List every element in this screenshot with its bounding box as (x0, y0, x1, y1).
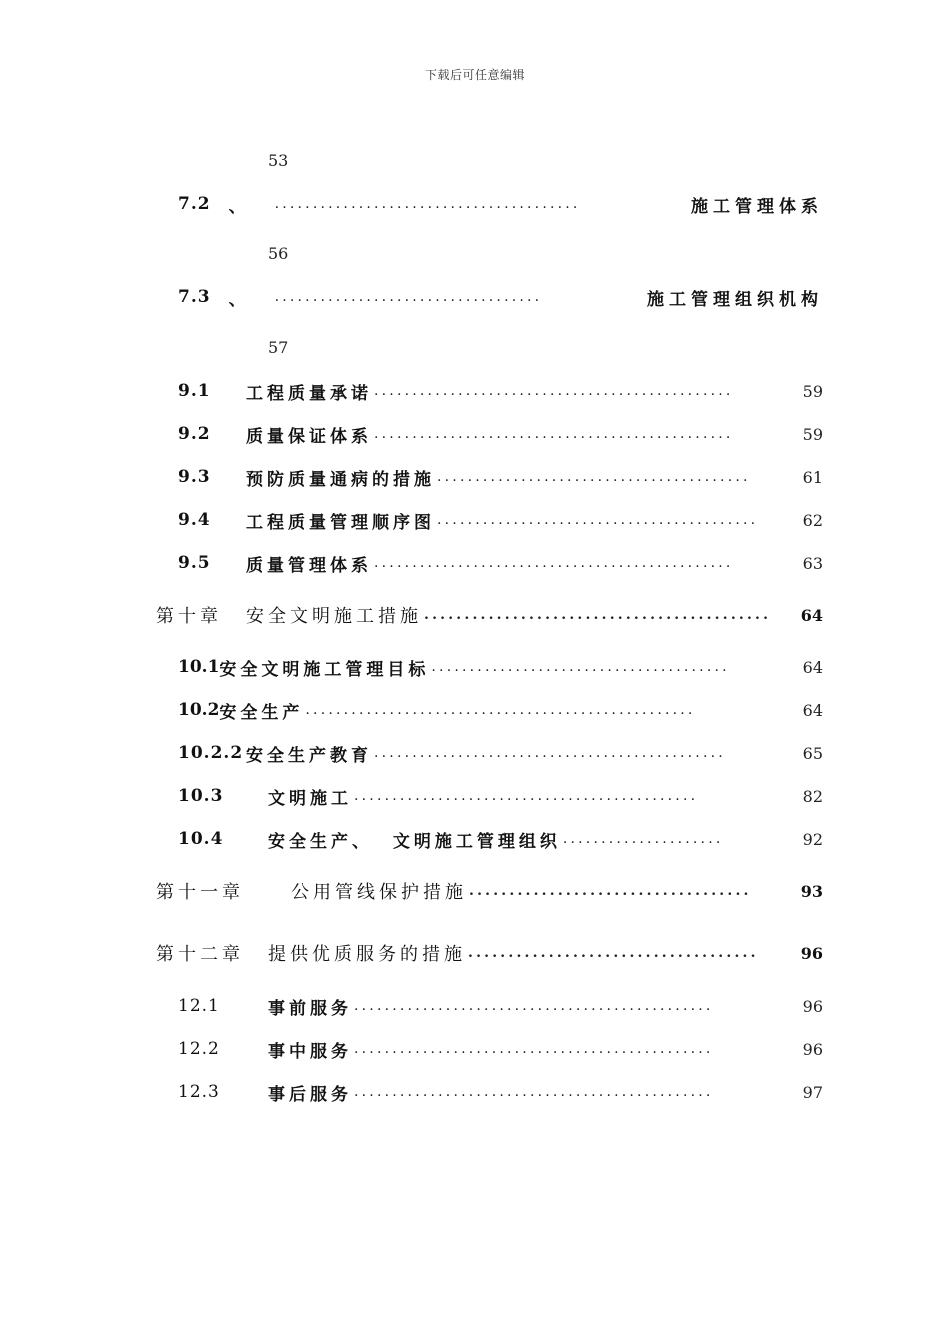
toc-section-number: 7.2 (178, 194, 211, 214)
toc-leader-dots: ............................................... (354, 1084, 714, 1100)
toc-chapter-number: 第十一章 (156, 882, 244, 903)
toc-leader-dots: ............................................... (374, 383, 734, 399)
toc-chapter-12[interactable] (156, 940, 823, 966)
toc-title: 提供优质服务的措施 (268, 944, 466, 965)
toc-title: 安全生产教育 (246, 745, 372, 766)
toc-section-number: 10.2 (178, 700, 220, 720)
toc-entry-9-3[interactable] (178, 464, 823, 490)
toc-page-number: 92 (802, 829, 823, 849)
toc-chapter-number: 第十二章 (156, 944, 244, 965)
toc-chapter-number: 第十章 (156, 606, 222, 627)
toc-chapter-11[interactable] (156, 878, 823, 904)
toc-entry-9-4[interactable] (178, 507, 823, 533)
toc-title: 安全生产、 文明施工管理组织 (268, 831, 561, 852)
toc-title: 施工管理组织机构 (647, 289, 823, 310)
toc-page-number: 96 (802, 996, 823, 1016)
toc-leader-dots: .......................................... (437, 512, 759, 528)
toc-title: 预防质量通病的措施 (246, 469, 435, 490)
toc-entry-12-3[interactable] (178, 1079, 823, 1105)
toc-section-number: 9.2 (178, 424, 211, 444)
toc-title: 事中服务 (268, 1041, 352, 1062)
toc-leader-dots: ............................................. (354, 788, 699, 804)
toc-page-number: 59 (802, 424, 823, 444)
toc-leader-dots: ................................... (274, 289, 543, 305)
toc-entry-9-5[interactable] (178, 550, 823, 576)
toc-chapter-10[interactable] (156, 602, 823, 628)
toc-entry-7-2[interactable] (178, 191, 823, 217)
toc-leader-dots: ............................................... (354, 998, 714, 1014)
toc-separator: 、 (228, 196, 246, 217)
toc-title: 质量管理体系 (246, 555, 372, 576)
toc-page-number: 63 (802, 553, 823, 573)
toc-page-number: 97 (802, 1082, 823, 1102)
header-note: 下载后可任意编辑 (424, 68, 525, 82)
toc-title: 工程质量管理顺序图 (246, 512, 435, 533)
toc-leader-dots: ............................................... (374, 426, 734, 442)
toc-title: 安全文明施工措施 (246, 606, 422, 627)
toc-leader-dots: ........................................ (274, 196, 581, 212)
toc-entry-10-1[interactable] (178, 654, 823, 680)
toc-entry-10-3[interactable] (178, 783, 823, 809)
toc-page-number: 59 (802, 381, 823, 401)
toc-page-number: 64 (802, 700, 823, 720)
toc-entry-9-2[interactable] (178, 421, 823, 447)
toc-leader-dots: .................................... (468, 945, 759, 961)
toc-leader-dots: ................................... (469, 883, 752, 899)
toc-page-number: 64 (800, 605, 823, 625)
toc-leader-dots: ............................................... (374, 555, 734, 571)
toc-entry-10-2-2[interactable] (178, 740, 823, 766)
toc-page-number: 61 (802, 467, 823, 487)
toc-entry-12-2[interactable] (178, 1036, 823, 1062)
toc-leader-dots: ....................................... (431, 659, 730, 675)
toc-section-number: 9.3 (178, 467, 211, 487)
toc-title: 事前服务 (268, 998, 352, 1019)
toc-entry-12-1[interactable] (178, 993, 823, 1019)
toc-page-number: 93 (800, 881, 823, 901)
toc-entry-9-1[interactable] (178, 378, 823, 404)
toc-entry-10-4[interactable] (178, 826, 823, 852)
toc-section-number: 9.5 (178, 553, 211, 573)
toc-leader-dots: ......................................... (437, 469, 751, 485)
toc-section-number: 10.4 (178, 829, 224, 849)
toc-entry-7-3[interactable] (178, 284, 823, 310)
toc-leader-dots: ..................... (562, 831, 724, 847)
toc-entry-10-2[interactable] (178, 697, 823, 723)
orphan-page-number: 56 (268, 244, 289, 263)
toc-title: 施工管理体系 (691, 196, 823, 217)
toc-leader-dots: ........................................... (424, 607, 772, 623)
toc-title: 文明施工 (268, 788, 352, 809)
toc-title: 公用管线保护措施 (291, 882, 467, 903)
toc-section-number: 12.3 (178, 1082, 220, 1102)
toc-separator: 、 (228, 289, 246, 310)
toc-page-number: 96 (802, 1039, 823, 1059)
toc-section-number: 12.1 (178, 996, 220, 1016)
toc-title: 安全文明施工管理目标 (219, 659, 430, 680)
toc-section-number: 7.3 (178, 287, 211, 307)
toc-page-number: 82 (802, 786, 823, 806)
toc-leader-dots: .............................................. (374, 745, 726, 761)
toc-section-number: 10.1 (178, 657, 220, 677)
toc-section-number: 9.4 (178, 510, 211, 530)
toc-title: 工程质量承诺 (246, 383, 372, 404)
toc-section-number: 9.1 (178, 381, 211, 401)
orphan-page-number: 53 (268, 151, 289, 170)
orphan-page-number: 57 (268, 338, 289, 357)
toc-section-number: 10.2.2 (178, 743, 244, 763)
toc-title: 安全生产 (219, 702, 304, 723)
toc-section-number: 12.2 (178, 1039, 220, 1059)
toc-page-number: 96 (800, 943, 823, 963)
toc-leader-dots: ................................................... (305, 702, 696, 718)
toc-page-number: 65 (802, 743, 823, 763)
toc-title: 质量保证体系 (246, 426, 372, 447)
toc-page-number: 64 (802, 657, 823, 677)
toc-title: 事后服务 (268, 1084, 352, 1105)
toc-section-number: 10.3 (178, 786, 224, 806)
toc-leader-dots: ............................................... (354, 1041, 714, 1057)
toc-page-number: 62 (802, 510, 823, 530)
